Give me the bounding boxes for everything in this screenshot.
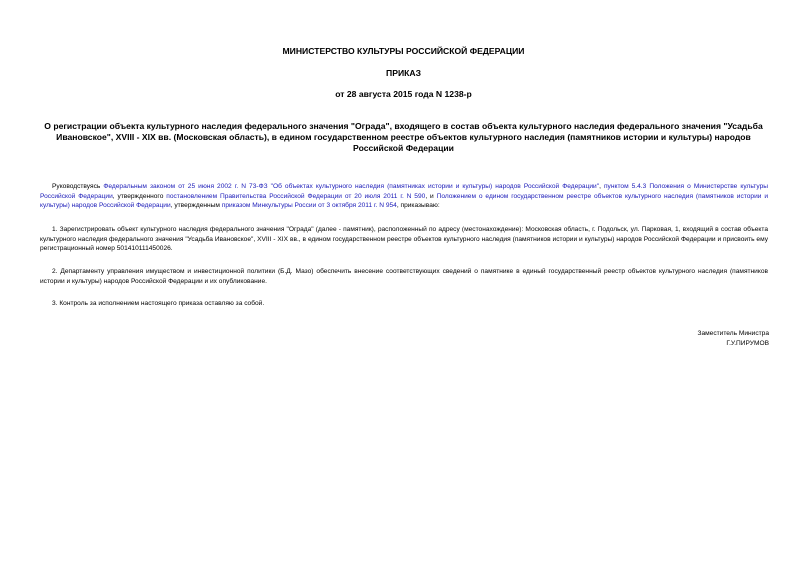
signature-name: Г.У.ПИРУМОВ: [726, 340, 769, 347]
order-item-3-text: 3. Контроль за исполнением настоящего приказа оставляю за собой.: [52, 300, 265, 307]
document-type-heading: ПРИКАЗ: [386, 68, 421, 78]
link-federal-law[interactable]: Федеральным законом от 25 июня 2002 г. N 73-ФЗ "Об объектах культурного наследия (памятниках истории и культуры) народов Российской Федерации": [103, 183, 600, 190]
document-title: О регистрации объекта культурного наследия федерального значения "Ограда", входящего в состав объекта культурного наследия федерального значения "Усадьба Ивановское", XVIII - XIX вв. (Московская область), в едином государственном реестре объектов культурного наследия (памятников истории и культуры) народов Российской Федерации: [44, 121, 763, 153]
link-registry-regulation[interactable]: Положением о едином государственном реестре объектов культурного наследия (памятников истории и культуры) народов Российской Федерации: [40, 192, 769, 209]
intro-paragraph: [40, 182, 768, 211]
order-item-1: [40, 225, 768, 254]
intro-text-2: ,: [599, 183, 604, 190]
signature-position: Заместитель Министра: [697, 330, 769, 337]
link-ministry-order[interactable]: приказом Минкультуры России от 3 октября 2011 г. N 954: [221, 202, 397, 209]
intro-text-3: , утвержденного: [112, 192, 167, 200]
order-item-3: [40, 299, 768, 309]
date-number-heading: от 28 августа 2015 года N 1238-р: [335, 89, 472, 99]
order-item-1-text: 1. Зарегистрировать объект культурного наследия федерального значения "Ограда" (далее - памятник), расположенный по адресу (местонахождение): Московская область, г. Подольск, ул. Парковая, 1, входящий в состав объекта культурного наследия федерального значения "Усадьба Ивановское", XVIII - XIX вв., в едином государственном реестре объектов культурного наследия (памятников истории и культуры) народов Российской Федерации и присвоить ему регистрационный номер 501410111450026.: [40, 226, 768, 252]
intro-text-1: Руководствуясь: [52, 183, 104, 190]
ministry-heading: МИНИСТЕРСТВО КУЛЬТУРЫ РОССИЙСКОЙ ФЕДЕРАЦИИ: [282, 46, 525, 56]
order-item-2-text: 2. Департаменту управления имуществом и инвестиционной политики (Б.Д. Мазо) обеспечить внесение соответствующих сведений о памятнике в единый государственный реестр объектов культурного наследия (памятников истории и культуры) народов Российской Федерации и их опубликование.: [40, 268, 768, 285]
order-item-2: [40, 267, 768, 286]
link-ministry-regulation-clause[interactable]: пунктом 5.4.3 Положения о Министерстве культуры Российской Федерации: [40, 183, 768, 200]
intro-text-4: , и: [425, 192, 437, 200]
intro-text-6: , приказываю:: [396, 202, 440, 209]
intro-text-5: , утвержденным: [170, 202, 222, 209]
link-government-resolution[interactable]: постановлением Правительства Российской Федерации от 20 июля 2011 г. N 590: [166, 192, 426, 200]
